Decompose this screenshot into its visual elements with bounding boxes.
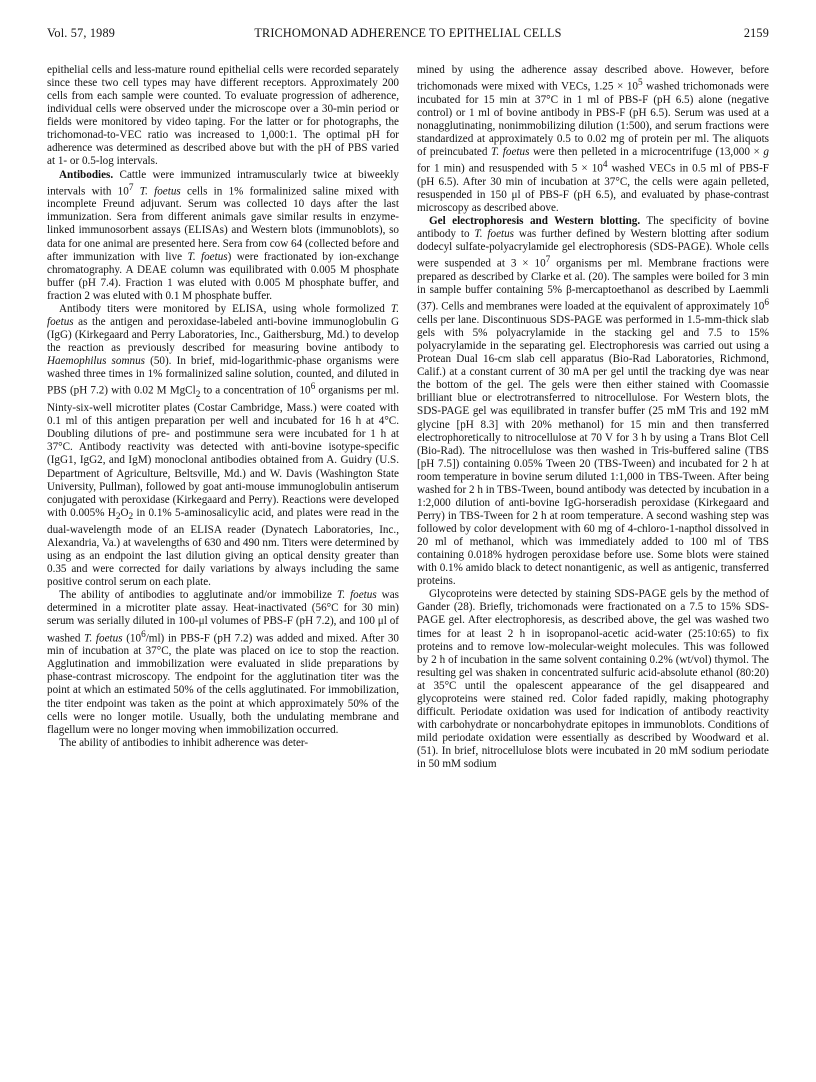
paragraph-gel-electrophoresis: Gel electrophoresis and Western blotting. The specificity of bovine antibody to T. foetus was further defined by Western blotting after sodium dodecyl sulfate-polyacrylamide gel electrophoresis (SDS-PAGE). Whole cells were suspended at $3 \times 10^7$ organisms per ml. Membrane fractions were prepared as described by Clarke et al. (20). The samples were boiled for 3 min in sample buffer containing 5% β-mercaptoethanol as described by Laemmli (37). Cells and membranes were loaded at the equivalent of approximately $10^6$ cells per lane. Discontinuous SDS-PAGE was performed in 1.5-mm-thick slab gels with 5% polyacrylamide in the stacking gel and 7.5 to 15% polyacrylamide in the separating gel. Electrophoresis was carried out using a Protean Dual 16-cm slab cell apparatus (Bio-Rad Laboratories, Richmond, Calif.) at a constant current of 30 mA per gel until the tracking dye was near the bottom of the gel. The gels were then either stained with Coomassie brilliant blue or electrotransferred to nitrocellulose. For Western blots, the SDS-PAGE gel was equilibrated in transfer buffer (25 mM Tris and 192 mM glycine [pH 8.3] with 20% methanol) for 15 min and then transferred electrophoretically to nitrocellulose at 70 V for 3 h by using a Trans Blot Cell (Bio-Rad). The nitrocellulose was then washed in Tris-buffered saline (TBS [pH 7.5]) containing 0.05% Tween 20 (TBS-Tween) and incubated for 2 h at room temperature in bovine serum diluted 1:1,000 in TBS-Tween. After being washed for 2 h in TBS-Tween, bound antibody was detected by incubation in a 1:2,000 dilution of anti-bovine IgG-horseradish peroxidase (Kirkegaard and Perry) in TBS-Tween for 2 h at room temperature. A second washing step was followed by color development with 60 mg of 4-chloro-1-napthol dissolved in 20 ml of methanol, which was immediately added to 100 ml of TBS containing 0.018% hydrogen peroxidase before use. Some blots were stained with 0.1% amido black to detect nonantigenic, as well as antigenic, transferred proteins. <box>417 215 770 588</box>
journal-volume: Vol. 57, 1989 <box>47 26 116 40</box>
paragraph-continued: mined by using the adherence assay described above. However, before trichomonads were mixed with VECs, $1.25 \times 10^5$ washed trichomonads were incubated for 15 min at 37°C in 1 ml of PBS-F (pH 6.5) alone (negative control) or 1 ml of bovine antibody in PBS-F (pH 6.5). Serum was used at a nonagglutinating, nonimmobilizing dilution (1:500), and serum fractions were standardized at approximately 0.5 to 0.02 mg of protein per ml. The aliquots of preincubated T. foetus were then pelleted in a microcentrifuge (13,000 × g for 1 min) and resuspended with $5 \times 10^4$ washed VECs in 0.5 ml of PBS-F (pH 6.5). After 30 min of incubation at 37°C, the cells were again pelleted, resuspended in 150 μl of PBS-F (pH 6.5), and evaluated by phase-contrast microscopy as described above. <box>417 64 770 215</box>
organism-name: T. foetus <box>84 632 123 645</box>
paragraph-glycoproteins: Glycoproteins were detected by staining SDS-PAGE gels by the method of Gander (28). Briefly, trichomonads were fractionated on a 7.5 to 15% SDS-PAGE gel. After electrophoresis, as described above, the gel was washed two times for at least 2 h in isopropanol-acetic acid-water (25:10:65) to fix proteins and to remove low-molecular-weight molecules. This was followed by 2 h of incubation in the same solvent containing 0.2% (wt/vol) thymol. The resulting gel was shaken in concentrated sulfuric acid-absolute ethanol (80:20) at 35°C until the opalescent appearance of the gel disappeared and glycoproteins were stained red. Color faded rapidly, making photography difficult. Periodate oxidation was used for indication of antibody reactivity with carbohydrate or noncarbohydrate epitopes in immunoblots. Conditions of mild periodate oxidation were essentially as described by Woodward et al. (51). In brief, nitrocellulose blots were incubated in 20 mM sodium periodate in 50 mM sodium <box>417 588 769 771</box>
organism-name: Haemophilus somnus <box>47 355 145 368</box>
left-column <box>47 64 399 750</box>
paragraph-elisa: Antibody titers were monitored by ELISA, using whole formolized T. foetus as the antigen and peroxidase-labeled anti-bovine immunoglobulin G (IgG) (Kirkegaard and Perry Laboratories, Inc., Gaithersburg, Md.) to develop the reaction as previously described for measuring bovine antibody to Haemophilus somnus (50). In brief, mid-logarithmic-phase organisms were washed three times in 1% formalinized saline solution, counted, and diluted in PBS (pH 7.2) with 0.02 M MgCl$_2$ to a concentration of $10^6$ organisms per ml. Ninty-six-well microtiter plates (Costar Cambridge, Mass.) were coated with 0.1 ml of this antigen preparation per well and incubated for 16 h at 4°C. Doubling dilutions of pre- and postimmune sera were incubated for 1 h at 37°C. Antibody reactivity was detected with anti-bovine isotype-specific (IgG1, IgG2, and IgM) monoclonal antibodies obtained from A. Guidry (U.S. Department of Agriculture, Beltsville, Md.) and W. Davis (Washington State University, Pullman), followed by goat anti-mouse immunoglobulin antiserum conjugated with peroxidase (Kirkegaard and Perry). Reactions were developed with 0.005% $H_2O_2$ in 0.1% 5-aminosalicylic acid, and plates were read in the dual-wavelength mode of an ELISA reader (Dynatech Laboratories, Inc., Alexandria, Va.) at wavelengths of 630 and 490 nm. Titers were determined by using as an endpoint the last dilution giving an optical density greater than 0.35 and were corrected for daily variations by always including the same positive control serum on each plate. <box>47 302 399 589</box>
right-column <box>417 64 769 771</box>
paragraph-antibodies: Antibodies. Cattle were immunized intramuscularly twice at biweekly intervals with $10^7$ T. foetus cells in 1% formalinized saline mixed with incomplete Freund adjuvant. Serum was collected 10 days after the last immunization. Sera from different animals gave similar results in enzyme-linked immunosorbent assays (ELISAs) and Western blots (immunoblots), so data for one animal are presented here. Sera from cow 64 (collected before and after immunization with live T. foetus) were fractionated by ion-exchange chromatography. A DEAE column was equilibrated with 0.005 M phosphate buffer (pH 7.4). Fraction 1 was eluted with 0.005 M phosphate buffer, and fraction 2 was eluted with 0.1 M phosphate buffer. <box>47 168 399 302</box>
organism-name: T. foetus <box>139 185 181 198</box>
organism-name: T. foetus <box>336 589 377 602</box>
paragraph-inhibition: The ability of antibodies to inhibit adherence was deter- <box>59 736 309 749</box>
organism-name: T. foetus <box>474 228 515 241</box>
section-heading-gel-electrophoresis: Gel electrophoresis and Western blotting. <box>429 215 641 228</box>
organism-name: T. foetus <box>491 146 530 159</box>
paragraph-agglutination: The ability of antibodies to agglutinate and/or immobilize T. foetus was determined in a microtiter plate assay. Heat-inactivated (56°C for 30 min) serum was serially diluted in 100-μl volumes of PBS-F (pH 7.2), and 100 μl of washed T. foetus $(10^6/ml)$ in PBS-F (pH 7.2) was added and mixed. After 30 min of incubation at 37°C, the plate was placed on ice to stop the reaction. Agglutination and immobilization were evaluated in slide preparations by phase-contrast microscopy. The endpoint for the agglutination titer was the point at which an estimated 50% of the cells agglutinated. For immobilization, the titer endpoint was taken as the point at which approximately 50% of the cells were no longer motile. Usually, both the undulating membrane and flagellum were no longer moving when immobilization occurred. <box>47 589 399 736</box>
organism-name: T. foetus <box>47 302 399 328</box>
organism-name: T. foetus <box>187 250 228 263</box>
section-heading-antibodies: Antibodies. <box>59 168 114 181</box>
running-header <box>47 26 769 44</box>
page-number: 2159 <box>743 26 769 40</box>
paragraph-continued: epithelial cells and less-mature round epithelial cells were recorded separately since these two cell types may have different receptors. Approximately 200 cells from each sample were counted. To evaluate progression of adherence, individual cells were observed under the microscope over a 30-min period or fields were monitored by video taping. For the latter or for photographs, the trichomonad-to-VEC ratio was increased to 1,000:1. The optimal pH for adherence was determined as described above but with the pH of PBS varied at 1- or 0.5-log intervals. <box>47 64 399 168</box>
running-title: TRICHOMONAD ADHERENCE TO EPITHELIAL CELLS <box>254 26 562 40</box>
